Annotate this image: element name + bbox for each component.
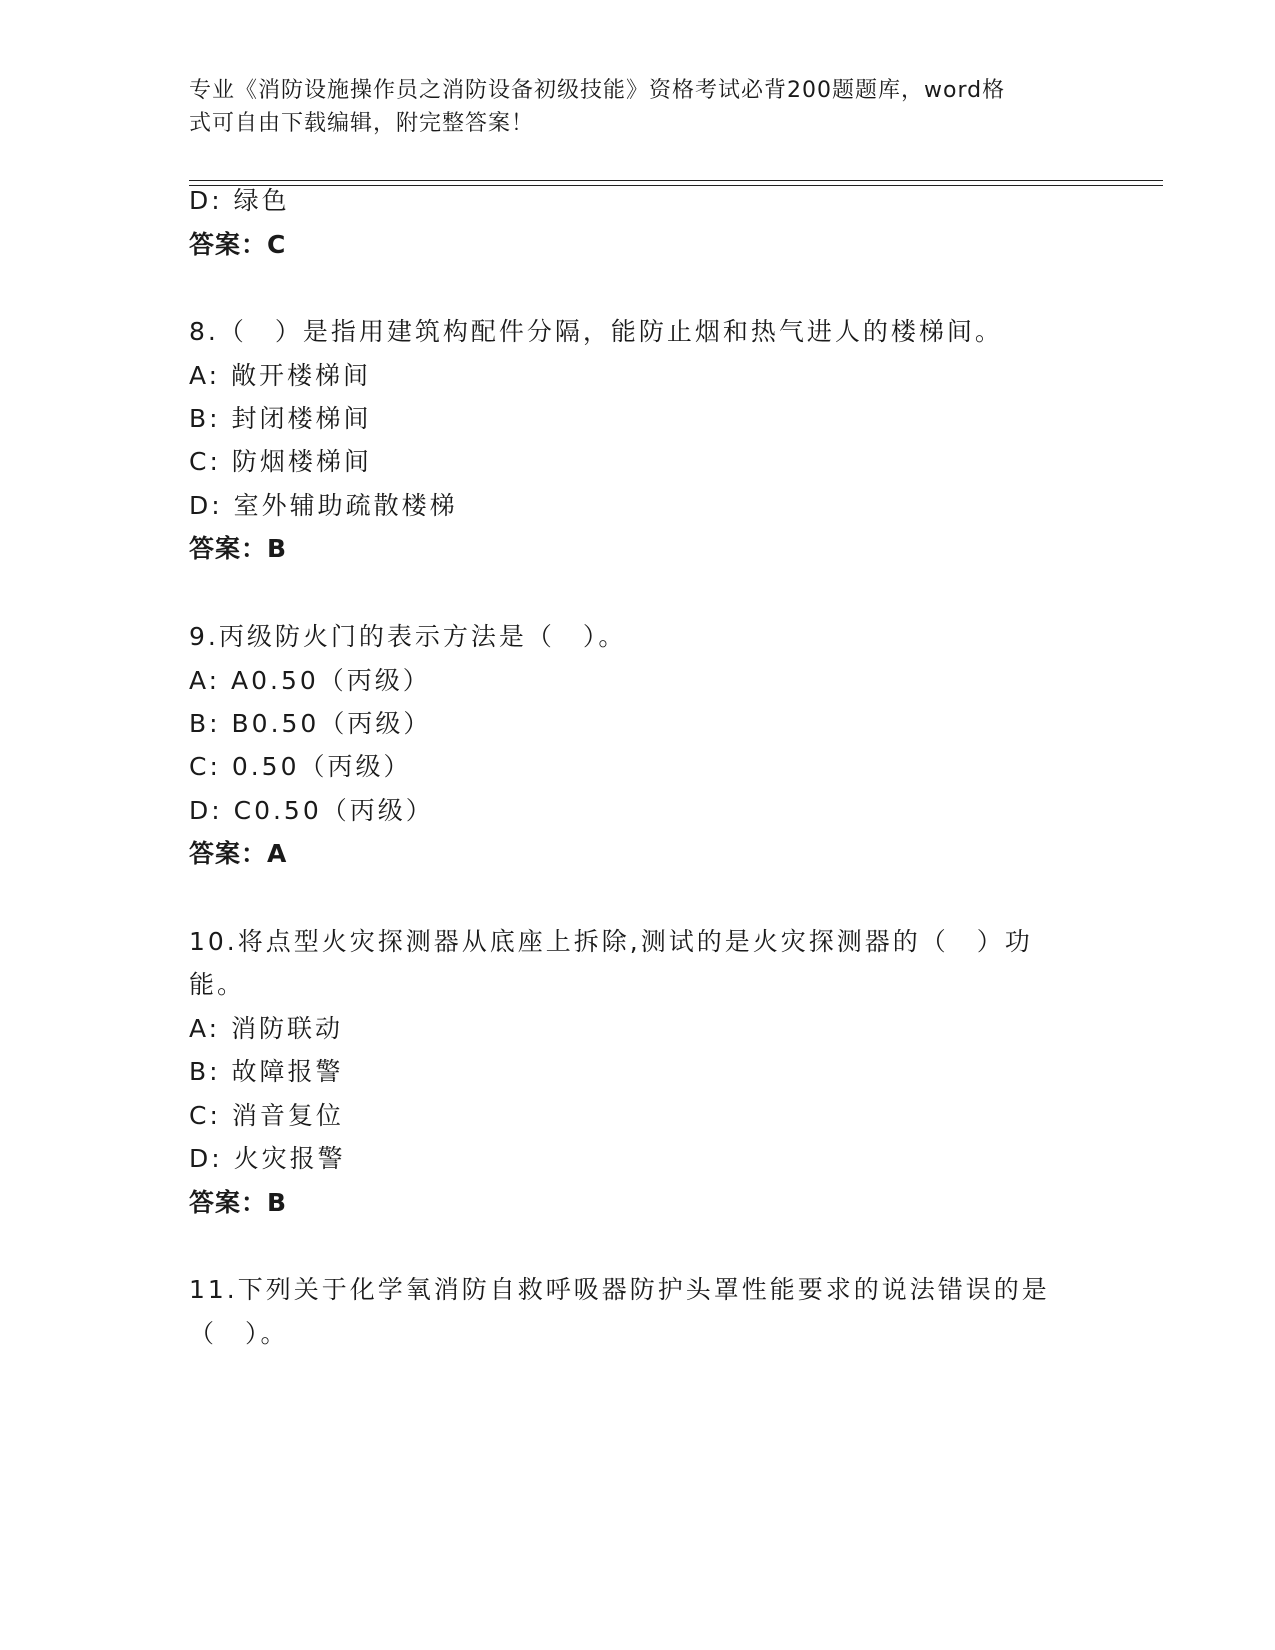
question-8-option-c: C: 防烟楼梯间 bbox=[189, 447, 372, 476]
question-9-stem: 9.丙级防火门的表示方法是（ ）。 bbox=[189, 622, 627, 651]
question-9-option-c: C: 0.50（丙级） bbox=[189, 752, 412, 781]
document-header bbox=[189, 74, 1089, 140]
question-9-option-a: A: A0.50（丙级） bbox=[189, 666, 431, 695]
question-8-option-d: D: 室外辅助疏散楼梯 bbox=[189, 491, 458, 520]
header-divider-top bbox=[189, 180, 1163, 181]
question-10-option-a: A: 消防联动 bbox=[189, 1014, 344, 1043]
question-8-option-a: A: 敞开楼梯间 bbox=[189, 361, 372, 390]
question-10-stem-line-1: 10.将点型火灾探测器从底座上拆除,测试的是火灾探测器的（ ）功 bbox=[189, 927, 1033, 956]
question-10-option-d: D: 火灾报警 bbox=[189, 1144, 346, 1173]
question-8-answer: 答案：B bbox=[189, 534, 288, 563]
question-10-stem-line-2: 能。 bbox=[189, 970, 246, 999]
header-divider-bottom bbox=[189, 185, 1163, 186]
question-9-option-b: B: B0.50（丙级） bbox=[189, 709, 432, 738]
question-10-answer: 答案：B bbox=[189, 1188, 288, 1217]
header-line-1: 专业《消防设施操作员之消防设备初级技能》资格考试必背200题题库，word格 bbox=[189, 78, 1006, 103]
question-11-stem-line-2: （ ）。 bbox=[189, 1319, 289, 1348]
header-line-2: 式可自由下载编辑，附完整答案！ bbox=[189, 111, 535, 136]
question-11-stem-line-1: 11.下列关于化学氧消防自救呼吸器防护头罩性能要求的说法错误的是 bbox=[189, 1275, 1050, 1304]
question-9-answer: 答案：A bbox=[189, 839, 288, 868]
question-9-option-d: D: C0.50（丙级） bbox=[189, 796, 434, 825]
question-8-option-b: B: 封闭楼梯间 bbox=[189, 404, 372, 433]
prev-option-d: D: 绿色 bbox=[189, 186, 290, 215]
question-8-stem: 8.（ ）是指用建筑构配件分隔，能防止烟和热气进人的楼梯间。 bbox=[189, 317, 1003, 346]
question-10-option-c: C: 消音复位 bbox=[189, 1101, 344, 1130]
prev-answer: 答案：C bbox=[189, 230, 287, 259]
question-10-option-b: B: 故障报警 bbox=[189, 1057, 344, 1086]
